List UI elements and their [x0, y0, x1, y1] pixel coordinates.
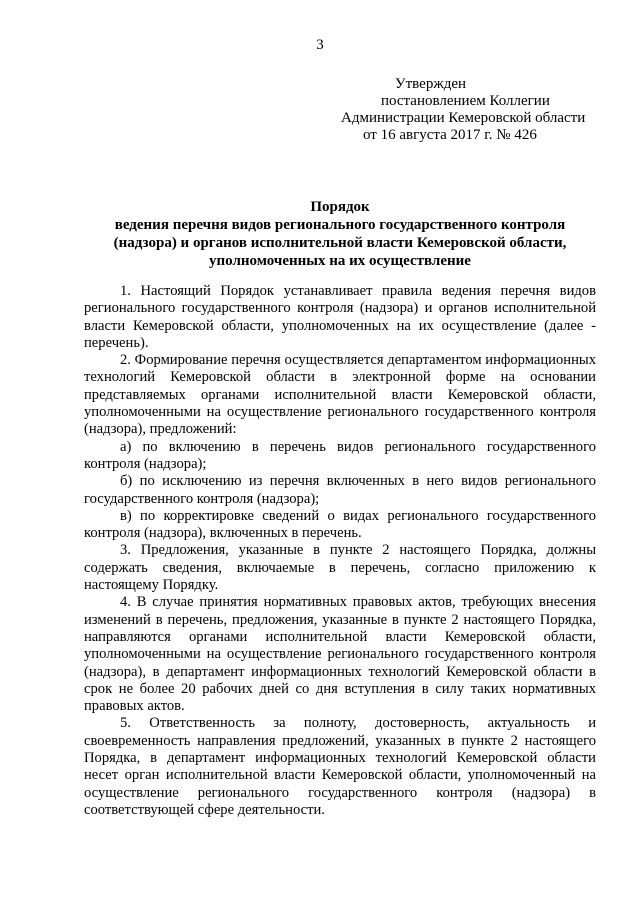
paragraph-2: 2. Формирование перечня осуществляется департаментом информационных технологий Кемеровской области в электронной форме на основании представляемых органами исполнительной власти Кемеровской области, уполномоченными на осуществление регионального государственного контроля (надзора), предложений: — [84, 352, 596, 438]
paragraph-4: 4. В случае принятия нормативных правовых актов, требующих внесения изменений в перечень, предложения, указанные в пункте 2 настоящего Порядка, направляются органами исполнительной власти Кемеровской области, уполномоченными на осуществление регионального государственного контроля (надзора), в департамент информационных технологий Кемеровской области в срок не более 20 рабочих дней со дня вступления в силу таких нормативных правовых актов. — [84, 594, 596, 715]
approval-line-2: постановлением Коллегии — [381, 93, 550, 109]
paragraph-5: 5. Ответственность за полноту, достоверность, актуальность и своевременность направления предложений, указанных в пункте 2 настоящего Порядка, в департамент информационных технологий Кемеровской области несет орган исполнительной власти Кемеровской области, уполномоченный на осуществление регионального государственного контроля (надзора) в соответствующей сфере деятельности. — [84, 715, 596, 818]
paragraph-2b: б) по исключению из перечня включенных в него видов регионального государственного контроля (надзора); — [84, 473, 596, 507]
approval-line-3: Администрации Кемеровской области — [341, 110, 586, 126]
title-line-2: ведения перечня видов регионального государственного контроля — [114, 217, 566, 233]
paragraph-1: 1. Настоящий Порядок устанавливает правила ведения перечня видов регионального государственного контроля (надзора) и органов исполнительной власти Кемеровской области, уполномоченных на их осуществление (далее - перечень). — [84, 283, 596, 351]
paragraph-2a: а) по включению в перечень видов регионального государственного контроля (надзора); — [84, 438, 596, 472]
document-title — [84, 198, 596, 270]
paragraph-2c: в) по корректировке сведений о видах регионального государственного контроля (надзора), включенных в перечень. — [84, 507, 596, 542]
title-line-4: уполномоченных на их осуществление — [209, 253, 471, 269]
approval-line-1: Утвержден — [395, 76, 467, 92]
paragraph-3: 3. Предложения, указанные в пункте 2 настоящего Порядка, должны содержать сведения, включаемые в перечень, согласно приложению к настоящему Порядку. — [84, 542, 596, 594]
title-line-3: (надзора) и органов исполнительной власти Кемеровской области, — [113, 235, 567, 251]
page-number: 3 — [316, 37, 324, 53]
approval-line-4: от 16 августа 2017 г. № 426 — [363, 127, 537, 143]
document-body — [84, 283, 596, 819]
title-line-1: Порядок — [310, 199, 370, 215]
approval-stamp — [300, 76, 586, 144]
